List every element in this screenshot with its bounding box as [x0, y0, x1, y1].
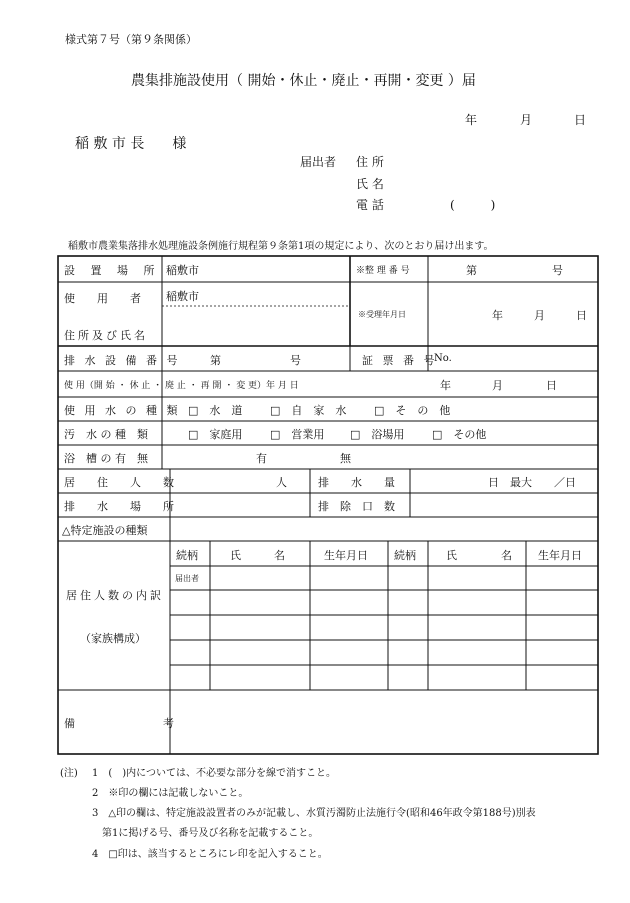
sewage-label: 汚 水 の 種 類	[64, 428, 148, 441]
received-day: 日	[576, 309, 587, 322]
applicant-label: 届出者	[300, 155, 337, 169]
date-year-label: 年	[465, 113, 478, 127]
received-month: 月	[534, 309, 545, 322]
seiri-go: 号	[552, 264, 563, 277]
sewage-option-home[interactable]: □ 家庭用	[188, 428, 243, 441]
location-label: 設 置 場 所	[64, 264, 161, 277]
seiri-dai: 第	[466, 264, 477, 277]
drain-no-dai: 第	[210, 354, 221, 367]
sewage-option-business[interactable]: □ 営業用	[270, 428, 325, 441]
sewage-option-bath[interactable]: □ 浴場用	[350, 428, 405, 441]
phone-label: 電 話	[356, 198, 384, 212]
address-label: 住 所	[356, 155, 384, 169]
form-title: 農集排施設使用（ 開始・休止・廃止・再開・変更 ）届	[131, 73, 476, 89]
breakdown-label: 居住人数の内訳	[66, 589, 164, 602]
col-relation: 続柄	[176, 549, 198, 562]
date-day-label: 日	[574, 113, 587, 127]
first-row-relation: 届出者	[175, 574, 199, 583]
usage-year: 年	[440, 379, 451, 392]
col-relation-2: 続柄	[394, 549, 416, 562]
col-birth: 生年月日	[324, 549, 368, 562]
family-label: （家族構成）	[80, 632, 146, 645]
remarks-label: 備 考	[64, 717, 174, 730]
user-value[interactable]: 稲敷市	[166, 290, 199, 303]
drain-no-go: 号	[290, 354, 301, 367]
addressee: 稲 敷 市 長 様	[75, 136, 187, 152]
name-label: 氏 名	[356, 177, 384, 191]
bath-no[interactable]: 無	[340, 452, 351, 465]
note-1: 1 ( )内については、不必要な部分を線で消すこと。	[92, 768, 336, 779]
usage-date-label: 使 用（開 始 ・ 休 止 ・ 廃 止 ・ 再 開 ・ 変 更）年 月 日	[64, 381, 299, 391]
usage-month: 月	[492, 379, 503, 392]
seiri-label: ※整 理 番 号	[356, 266, 410, 276]
usage-day: 日	[546, 379, 557, 392]
col-birth-2: 生年月日	[538, 549, 582, 562]
col-name: 氏 名	[230, 549, 285, 562]
received-year: 年	[492, 309, 503, 322]
water-type-label: 使 用 水 の 種 類	[64, 404, 181, 417]
drain-volume-unit: 日 最大 ／日	[488, 476, 576, 489]
phone-paren: ( )	[450, 198, 496, 212]
bath-yes[interactable]: 有	[256, 452, 267, 465]
cert-value[interactable]: No.	[434, 353, 452, 364]
note-3b: 第1に掲げる号、番号及び名称を記載すること。	[102, 828, 319, 839]
outlet-label: 排 除 口 数	[318, 500, 395, 513]
cert-label: 証 票 番 号	[362, 354, 438, 367]
form-number: 様式第７号（第９条関係）	[65, 33, 197, 46]
notes-prefix: (注)	[60, 768, 78, 779]
intro-text: 稲敷市農業集落排水処理施設条例施行規程第９条第1項の規定により、次のとおり届け出ます。	[68, 241, 494, 252]
note-4: 4 □印は、該当するところにレ印を記入すること。	[92, 849, 328, 860]
drain-no-label: 排 水 設 備 番 号	[64, 354, 181, 367]
water-option-other[interactable]: □ そ の 他	[374, 404, 451, 417]
user-label: 使 用 者	[64, 292, 141, 305]
residents-unit: 人	[276, 476, 287, 489]
drain-place-label: 排 水 場 所	[64, 500, 174, 513]
note-2: 2 ※印の欄には記載しないこと。	[92, 788, 249, 799]
received-label: ※受理年月日	[358, 310, 406, 319]
sewage-option-other[interactable]: □ その他	[432, 428, 487, 441]
special-facility-label: △特定施設の種類	[62, 524, 148, 537]
col-name-2: 氏 名	[446, 549, 512, 562]
location-value[interactable]: 稲敷市	[166, 264, 199, 277]
user-sub-label: 住所及び氏名	[64, 329, 148, 342]
note-3a: 3 △印の欄は、特定施設設置者のみが記載し、水質汚濁防止法施行令(昭和46年政令第188号)別表	[92, 808, 536, 819]
bath-label: 浴 槽 の 有 無	[64, 452, 148, 465]
date-month-label: 月	[520, 113, 533, 127]
drain-volume-label: 排 水 量	[318, 476, 395, 489]
water-option-private[interactable]: □ 自 家 水	[270, 404, 347, 417]
residents-label: 居 住 人 数	[64, 476, 174, 489]
water-option-tap[interactable]: □ 水 道	[188, 404, 243, 417]
